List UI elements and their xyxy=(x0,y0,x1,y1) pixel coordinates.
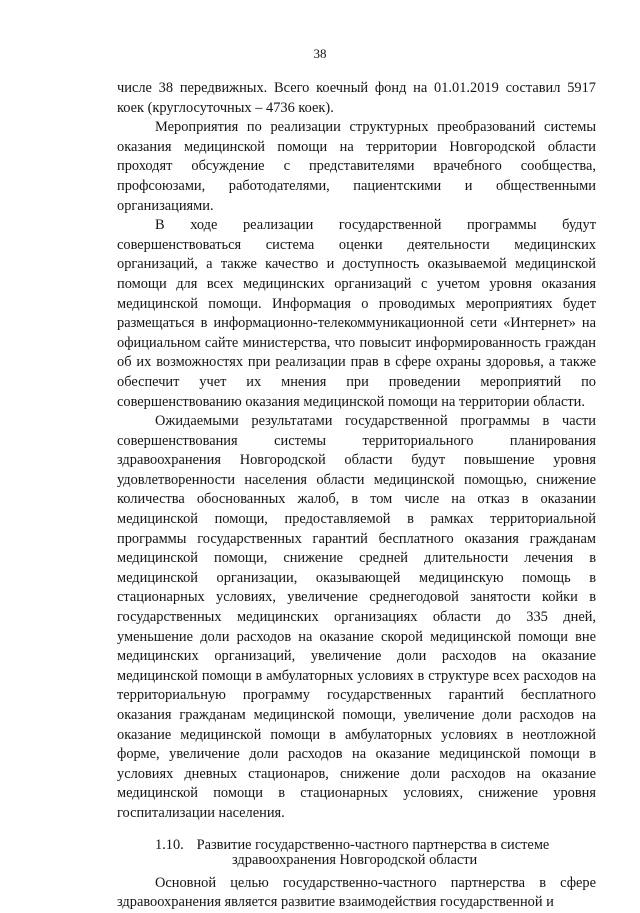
paragraph: В ходе реализации государственной программы будут совершенствоваться система оценки деятельности медицинских организаций, а также качество и доступность оказываемой медицинской помощи для всех медицинских организаций с учетом уровня оказания медицинской помощи. Информация о проводимых мероприятиях будет размещаться в информационно-телекоммуникационной сети «Интернет» на официальном сайте министерства, что повысит информированность граждан об их возможностях при реализации прав в сфере охраны здоровья, а также обеспечит учет их мнения при проведении мероприятий по совершенствованию оказания медицинской помощи на территории области. xyxy=(117,217,596,410)
section-title-line2: здравоохранения Новгородской области xyxy=(232,851,478,868)
section-heading-line1 xyxy=(117,838,596,853)
section-title-line1: Развитие государственно-частного партнерства в системе xyxy=(196,836,550,853)
closing-paragraph: Основной целью государственно-частного партнерства в сфере здравоохранения является развитие взаимодействия государственной и xyxy=(117,874,596,911)
body-text xyxy=(117,79,596,913)
paragraph: числе 38 передвижных. Всего коечный фонд на 01.01.2019 составил 5917 коек (круглосуточных – 4736 коек). xyxy=(117,80,596,116)
section-number: 1.10. xyxy=(155,836,184,853)
page-number: 38 xyxy=(313,46,327,61)
paragraph: Мероприятия по реализации структурных преобразований системы оказания медицинской помощи на территории Новгородской области проходят обсуждение с представителями врачебного сообщества, профсоюзами, работодателями, пациентскими и общественными организациями. xyxy=(117,119,596,214)
paragraph: Ожидаемыми результатами государственной программы в части совершенствования системы территориального планирования здравоохранения Новгородской области будут повышение уровня удовлетворенности населения области медицинской помощью, снижение количества обоснованных жалоб, в том числе на отказ в оказании медицинской помощи, предоставляемой в рамках территориальной программы государственных гарантий бесплатного оказания гражданам медицинской помощи, снижение средней длительности лечения в медицинской организации, оказывающей медицинскую помощь в стационарных условиях, увеличение среднегодовой занятости койки в государственных медицинских организациях области до 335 дней, уменьшение доли расходов на оказание скорой медицинской помощи вне медицинских организаций, увеличение доли расходов на оказание медицинской помощи в амбулаторных условиях в структуре всех расходов на территориальную программу государственных гарантий бесплатного оказания гражданам медицинской помощи, увеличение доли расходов на оказание медицинской помощи в амбулаторных условиях в неотложной форме, увеличение доли расходов на оказание медицинской помощи в условиях дневных стационаров, снижение доли расходов на оказание медицинской помощи в стационарных условиях, снижение уровня госпитализации населения. xyxy=(117,413,596,821)
section-heading xyxy=(117,838,596,868)
